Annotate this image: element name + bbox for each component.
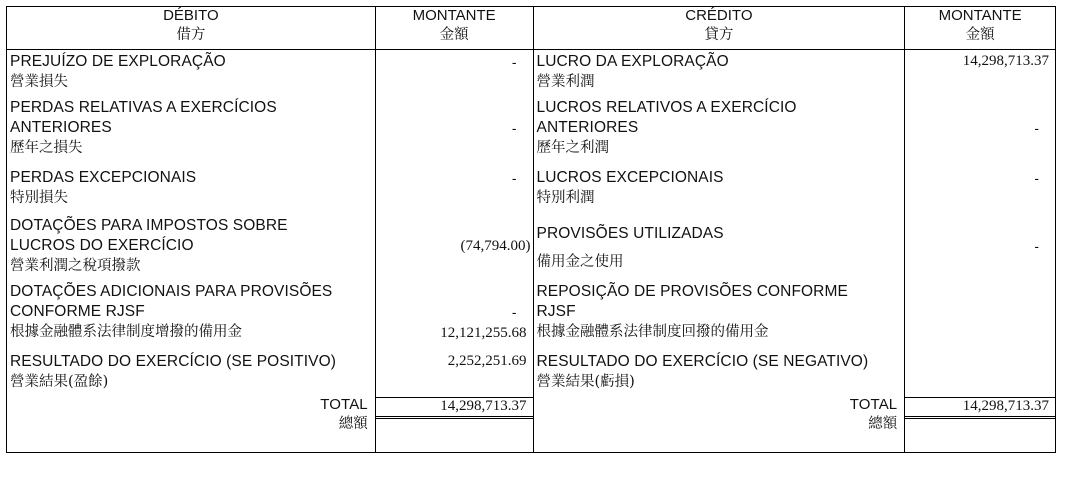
debit-item [7,168,376,216]
debit-total [375,396,533,453]
header-credit-amount [905,7,1056,50]
debit-item [7,216,376,282]
credit-item-zh: 營業利潤 [536,74,595,90]
credit-total-value: 14,298,713.37 [905,397,1055,419]
debit-item-pt: PERDAS EXCEPCIONAIS [10,169,197,186]
debit-item-zh: 營業結果(盈餘) [10,374,109,390]
credit-item-zh: 特別利潤 [536,190,595,206]
debit-item-pt: PREJUÍZO DE EXPLORAÇÃO [10,53,226,70]
table-row [7,168,1056,216]
table-row [7,50,1056,99]
credit-amount [905,282,1056,352]
credit-amount [905,98,1056,168]
debit-item-pt-1: PERDAS RELATIVAS A EXERCÍCIOS [10,99,277,116]
credit-item-pt-1: LUCROS RELATIVOS A EXERCÍCIO [536,99,797,116]
credit-item-pt: PROVISÕES UTILIZADAS [536,225,724,242]
debit-item-zh: 歷年之損失 [10,140,83,156]
header-credit-pt: CRÉDITO [685,7,753,24]
debit-amount-dash: - [511,304,517,320]
debit-item [7,282,376,352]
credit-item-pt-1: REPOSIÇÃO DE PROVISÕES CONFORME [536,283,848,300]
credit-amount [905,168,1056,216]
credit-amount-value: - [1034,120,1039,136]
debit-amount-value: 12,121,255.68 [440,325,527,341]
header-amount2-zh: 金額 [965,27,995,43]
debit-total-value: 14,298,713.37 [376,397,533,419]
credit-item [533,352,905,396]
credit-amount-value: - [1034,238,1039,254]
table-row [7,352,1056,396]
debit-amount [375,168,533,216]
credit-item-pt-2: ANTERIORES [536,119,639,136]
table-row [7,282,1056,352]
total-label-pt: TOTAL [320,396,368,413]
credit-amount-value: 14,298,713.37 [962,53,1049,69]
credit-item-zh: 歷年之利潤 [536,140,609,156]
table-row [7,98,1056,168]
table-row [7,216,1056,282]
credit-total [905,396,1056,453]
header-credit [533,7,905,50]
debit-amount-value: (74,794.00) [460,238,531,254]
header-row [7,7,1056,50]
debit-amount [375,352,533,396]
credit-amount [905,352,1056,396]
credit-item-zh: 根據金融體系法律制度回撥的備用金 [536,324,769,340]
debit-amount-value: - [511,120,517,136]
credit-item [533,216,905,282]
debit-amount [375,50,533,99]
header-debit [7,7,376,50]
debit-amount [375,282,533,352]
total-label-zh: 總額 [338,416,368,432]
header-debit-amount [375,7,533,50]
debit-item [7,50,376,99]
debit-item-pt-1: DOTAÇÕES ADICIONAIS PARA PROVISÕES [10,283,333,300]
debit-item-pt: RESULTADO DO EXERCÍCIO (SE POSITIVO) [10,353,336,370]
debit-item-zh: 根據金融體系法律制度增撥的備用金 [10,324,242,340]
header-amount2-pt: MONTANTE [938,7,1022,24]
debit-amount-value: - [511,54,517,70]
credit-item [533,50,905,99]
debit-item-zh: 營業損失 [10,74,68,90]
header-amount-zh: 金額 [439,27,469,43]
debit-item-zh: 營業利潤之稅項撥款 [10,258,141,274]
header-credit-zh: 貸方 [704,27,734,43]
debit-item [7,352,376,396]
credit-amount [905,216,1056,282]
debit-item-pt-2: CONFORME RJSF [10,303,145,320]
credit-item [533,98,905,168]
credit-item-pt: RESULTADO DO EXERCÍCIO (SE NEGATIVO) [536,353,869,370]
credit-item-pt-2: RJSF [536,303,576,320]
credit-item-pt: LUCROS EXCEPCIONAIS [536,169,724,186]
header-amount-pt: MONTANTE [412,7,496,24]
header-debit-zh: 借方 [176,27,206,43]
total-label-zh: 總額 [868,416,898,432]
credit-item [533,168,905,216]
credit-item-pt: LUCRO DA EXPLORAÇÃO [536,53,729,70]
totals-row [7,396,1056,453]
debit-item-pt-2: LUCROS DO EXERCÍCIO [10,237,194,254]
total-label-pt: TOTAL [849,396,898,413]
credit-item-zh: 備用金之使用 [536,254,624,270]
total-label-credit [533,396,905,453]
header-debit-pt: DÉBITO [163,7,219,24]
debit-item-pt-2: ANTERIORES [10,119,112,136]
debit-item-pt-1: DOTAÇÕES PARA IMPOSTOS SOBRE [10,217,288,234]
credit-item [533,282,905,352]
debit-amount [375,98,533,168]
credit-amount [905,50,1056,99]
total-label-debit [7,396,376,453]
debit-item-zh: 特別損失 [10,190,68,206]
debit-amount-value: - [511,170,517,186]
debit-amount [375,216,533,282]
debit-item [7,98,376,168]
credit-item-zh: 營業結果(虧損) [536,374,635,390]
credit-amount-value: - [1034,170,1039,186]
debit-amount-value: 2,252,251.69 [447,353,527,369]
profit-loss-table [6,6,1056,453]
